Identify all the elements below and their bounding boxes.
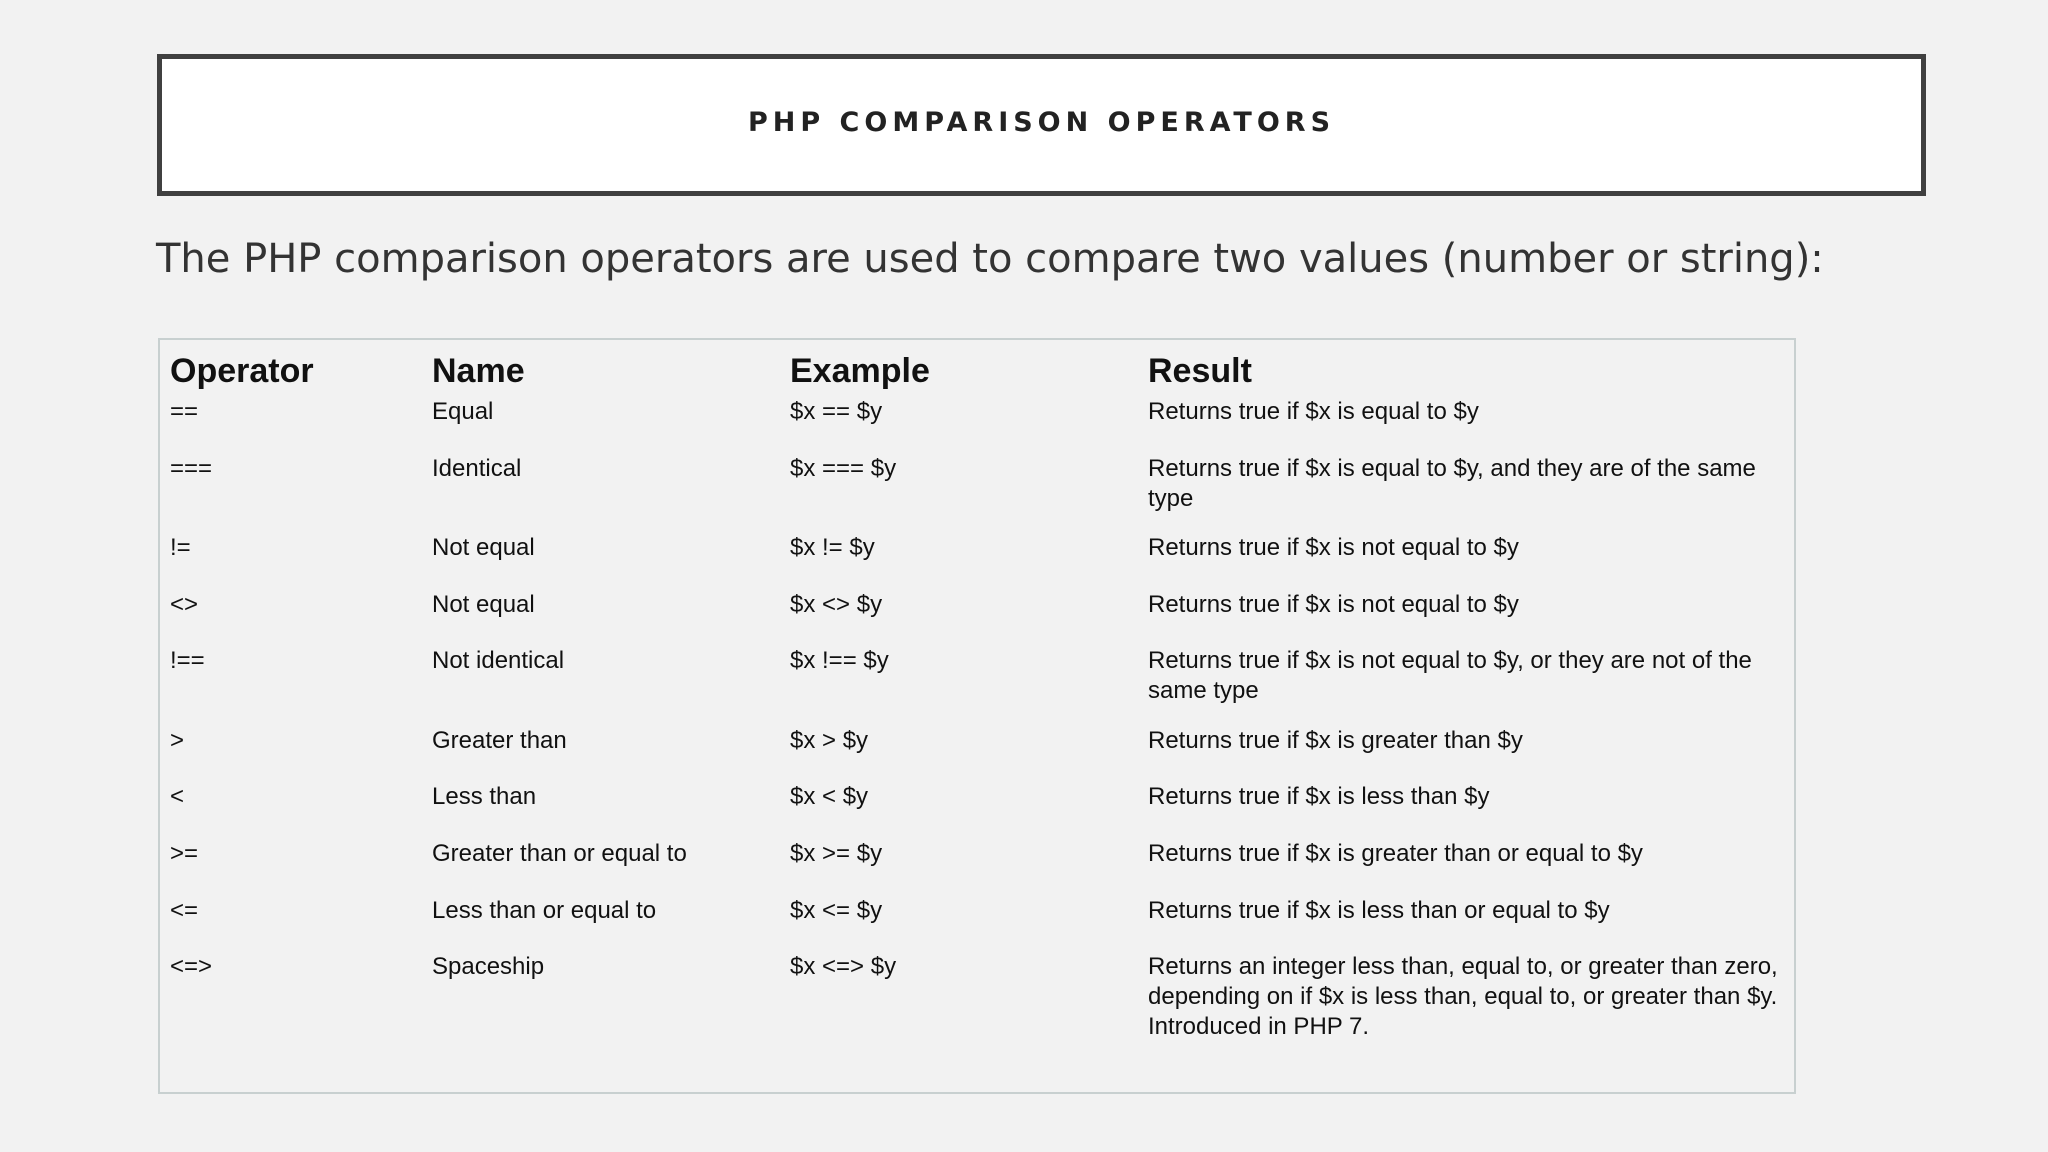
cell-operator: >= <box>170 840 199 867</box>
cell-result: Returns an integer less than, equal to, or greater than zero, depending on if $x is less than, equal to, or greater than $y. Introduced in PHP 7. <box>1148 953 1778 1040</box>
cell-example: $x == $y <box>790 398 883 425</box>
header-result: Result <box>1148 352 1252 390</box>
cell-example: $x <= $y <box>790 897 883 924</box>
cell-operator: != <box>170 534 191 561</box>
cell-example: $x <> $y <box>790 591 883 618</box>
cell-example: $x < $y <box>790 783 869 810</box>
cell-name: Not identical <box>432 647 565 674</box>
cell-operator: == <box>170 398 199 425</box>
cell-example: $x > $y <box>790 727 869 754</box>
cell-result: Returns true if $x is not equal to $y <box>1148 534 1519 561</box>
cell-name: Spaceship <box>432 953 545 980</box>
cell-name: Identical <box>432 455 522 482</box>
cell-result: Returns true if $x is not equal to $y, or they are not of the same type <box>1148 647 1752 704</box>
cell-name: Equal <box>432 398 494 425</box>
cell-operator: <= <box>170 897 199 924</box>
cell-name: Greater than <box>432 727 567 754</box>
cell-result: Returns true if $x is equal to $y, and they are of the same type <box>1148 455 1756 512</box>
cell-result: Returns true if $x is equal to $y <box>1148 398 1479 425</box>
header-name: Name <box>432 352 525 390</box>
cell-example: $x === $y <box>790 455 897 482</box>
cell-example: $x <=> $y <box>790 953 897 980</box>
cell-example: $x !== $y <box>790 647 889 674</box>
cell-result: Returns true if $x is less than $y <box>1148 783 1490 810</box>
cell-operator: !== <box>170 647 205 674</box>
title-box <box>157 54 1926 196</box>
header-example: Example <box>790 352 930 390</box>
cell-name: Greater than or equal to <box>432 840 687 867</box>
cell-example: $x >= $y <box>790 840 883 867</box>
cell-operator: === <box>170 455 213 482</box>
cell-name: Not equal <box>432 591 535 618</box>
slide-title: PHP COMPARISON OPERATORS <box>747 106 1336 138</box>
cell-name: Less than or equal to <box>432 897 657 924</box>
cell-result: Returns true if $x is greater than or equal to $y <box>1148 840 1643 867</box>
operators-table <box>158 338 1796 1094</box>
cell-example: $x != $y <box>790 534 875 561</box>
cell-operator: > <box>170 727 185 754</box>
cell-operator: <=> <box>170 953 213 980</box>
header-operator: Operator <box>170 352 314 390</box>
cell-result: Returns true if $x is less than or equal to $y <box>1148 897 1610 924</box>
cell-operator: < <box>170 783 185 810</box>
cell-operator: <> <box>170 591 199 618</box>
cell-result: Returns true if $x is not equal to $y <box>1148 591 1519 618</box>
cell-name: Not equal <box>432 534 535 561</box>
cell-name: Less than <box>432 783 537 810</box>
slide-subtitle: The PHP comparison operators are used to compare two values (number or string): <box>156 236 1824 282</box>
cell-result: Returns true if $x is greater than $y <box>1148 727 1523 754</box>
